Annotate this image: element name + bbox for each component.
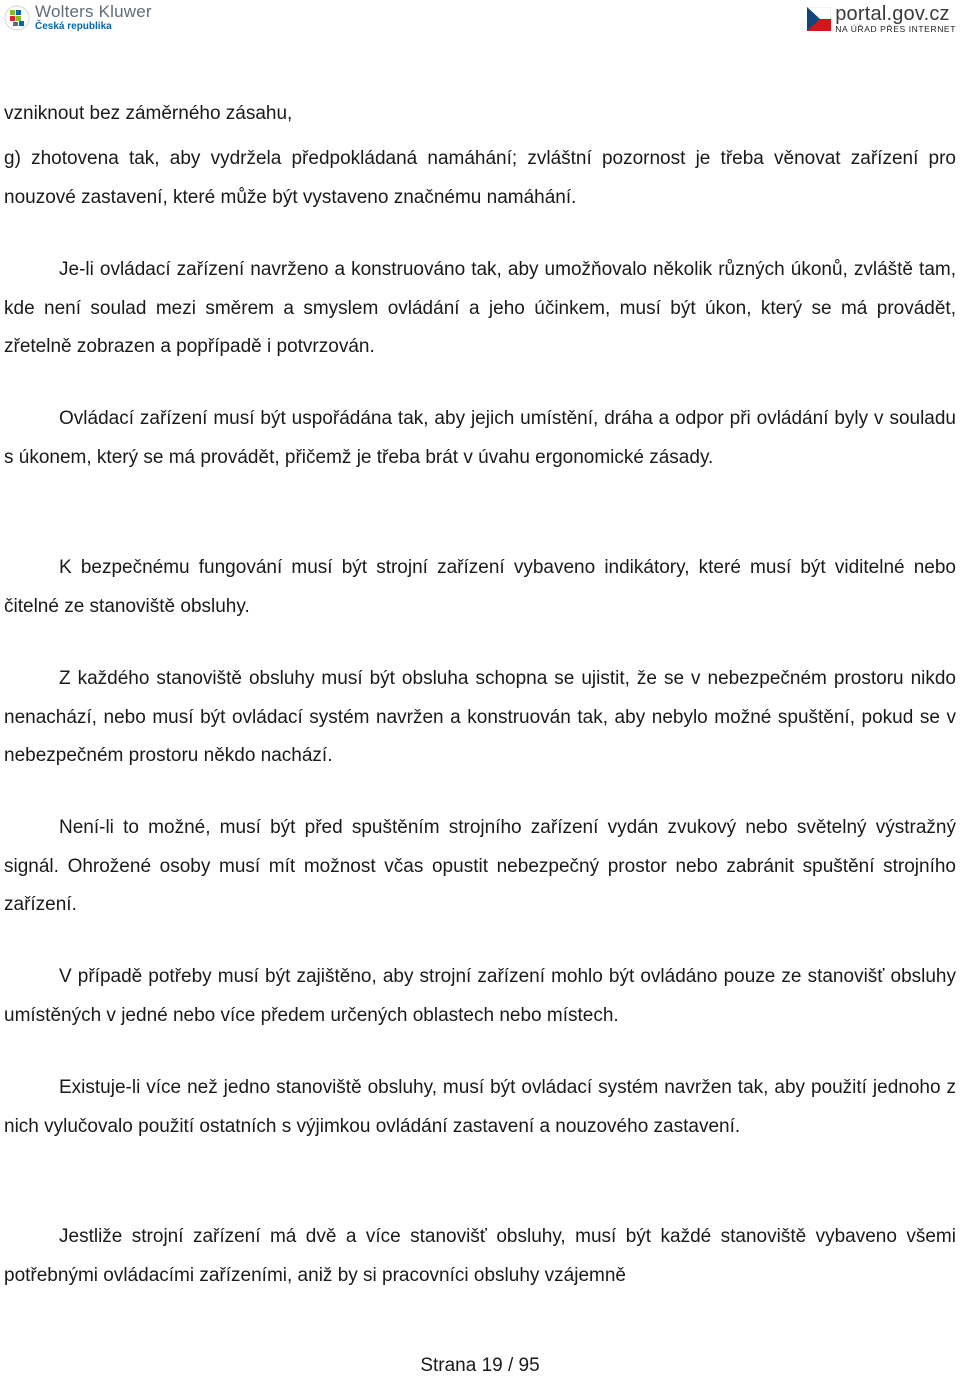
czech-flag-logo-icon (807, 7, 831, 31)
paragraph-7: Není-li to možné, musí být před spuštěním strojního zařízení vydán zvukový nebo světelný výstražný signál. Ohrožené osoby musí mít možnost včas opustit nebezpečný prostor nebo zabránit spuštění strojního zařízení. (4, 817, 956, 915)
portal-brand-name: portal.gov.cz (835, 3, 950, 25)
paragraph-4: Ovládací zařízení musí být uspořádána tak, aby jejich umístění, dráha a odpor při ovládání byly v souladu s úkonem, který se má provádět, přičemž je třeba brát v úvahu ergonomické zásady. (4, 408, 956, 468)
paragraph-6: Z každého stanoviště obsluhy musí být obsluha schopna se ujistit, že se v nebezpečném prostoru nikdo nenachází, nebo musí být ovládací systém navržen a konstruován tak, aby nebylo možné spuštění, pokud se v nebezpečném prostoru někdo nachází. (4, 668, 956, 766)
paragraph-5: K bezpečnému fungování musí být strojní zařízení vybaveno indikátory, které musí být viditelné nebo čitelné ze stanoviště obsluhy. (4, 557, 956, 617)
paragraph-2: g) zhotovena tak, aby vydržela předpokládaná namáhání; zvláštní pozornost je třeba věnovat zařízení pro nouzové zastavení, které může být vystaveno značnému namáhání. (4, 148, 956, 208)
wk-circle-logo-icon (4, 5, 30, 31)
portal-gov-logo (807, 4, 956, 34)
wk-brand-name: Wolters Kluwer (35, 2, 152, 21)
wk-brand-sub: Česká republika (35, 21, 112, 32)
portal-brand-sub: NA ÚŘAD PŘES INTERNET (835, 24, 956, 34)
paragraph-1: vzniknout bez záměrného zásahu, (4, 103, 293, 124)
page-number: Strana 19 / 95 (420, 1355, 540, 1376)
paragraph-10: Jestliže strojní zařízení má dvě a více stanovišť obsluhy, musí být každé stanoviště vybaveno všemi potřebnými ovládacími zařízeními, aniž by si pracovníci obsluhy vzájemně (4, 1226, 956, 1286)
paragraph-9: Existuje-li více než jedno stanoviště obsluhy, musí být ovládací systém navržen tak, aby použití jednoho z nich vylučovalo použití ostatních s výjimkou ovládání zastavení a nouzového zastavení. (4, 1077, 956, 1137)
page-header (0, 0, 960, 40)
paragraph-3: Je-li ovládací zařízení navrženo a konstruováno tak, aby umožňovalo několik různých úkonů, zvláště tam, kde není soulad mezi směrem a smyslem ovládání a jeho účinkem, musí být úkon, který se má provádět, zřetelně zobrazen a popřípadě i potvrzován. (4, 259, 956, 357)
wolters-kluwer-logo (4, 3, 152, 32)
paragraph-8: V případě potřeby musí být zajištěno, aby strojní zařízení mohlo být ovládáno pouze ze stanovišť obsluhy umístěných v jedné nebo více předem určených oblastech nebo místech. (4, 966, 956, 1026)
